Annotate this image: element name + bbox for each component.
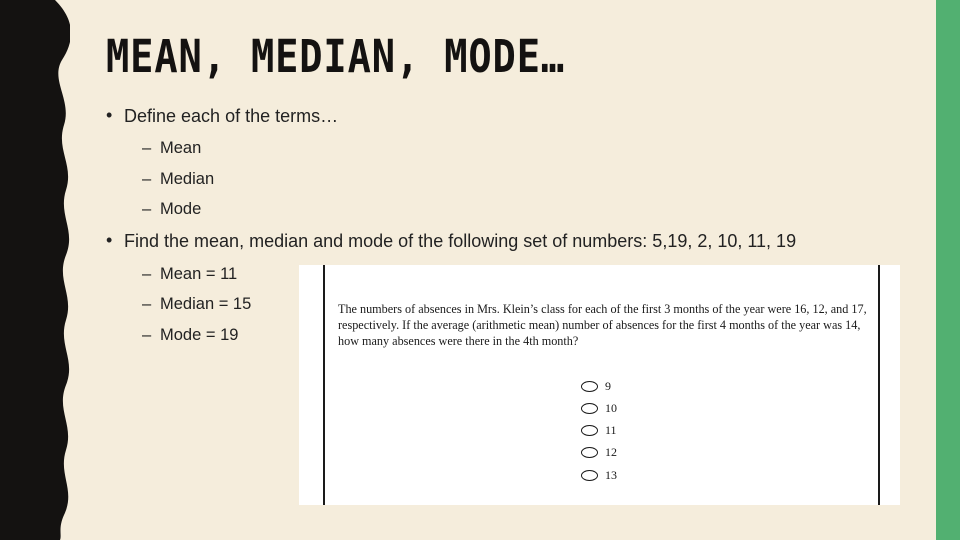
slide-title: MEAN, MEDIAN, MODE… [106, 30, 566, 83]
bullet-dot: • [106, 105, 113, 125]
sub-item-text: Mode [160, 200, 202, 218]
choice-label: 9 [605, 379, 611, 393]
bullet-find-values [106, 230, 797, 252]
radio-bubble-icon[interactable] [581, 381, 598, 392]
sub-item-text: Median = 15 [160, 295, 252, 313]
sub-item-mean-answer [142, 265, 238, 284]
sub-item-mean [142, 139, 202, 158]
choice-label: 12 [605, 445, 617, 459]
radio-bubble-icon[interactable] [581, 425, 598, 436]
right-rule-line [878, 265, 880, 505]
sub-item-median [142, 170, 215, 189]
dash-marker: – [142, 170, 152, 188]
dash-marker: – [142, 139, 152, 157]
dash-marker: – [142, 295, 152, 313]
right-accent-band [936, 0, 960, 540]
left-rule-line [323, 265, 325, 505]
question-image [299, 265, 900, 505]
dash-marker: – [142, 265, 152, 283]
dash-marker: – [142, 326, 152, 344]
dash-marker: – [142, 200, 152, 218]
sub-item-text: Median [160, 170, 215, 188]
sub-item-mode [142, 200, 202, 219]
sub-item-mode-answer [142, 326, 239, 345]
sub-item-text: Mean [160, 139, 202, 157]
bullet-dot: • [106, 230, 113, 250]
sub-item-text: Mode = 19 [160, 326, 239, 344]
choice-label: 10 [605, 401, 617, 415]
choice-label: 11 [605, 423, 617, 437]
bullet-text: Define each of the terms… [124, 106, 339, 126]
radio-bubble-icon[interactable] [581, 447, 598, 458]
bullet-define-terms [106, 105, 339, 127]
wavy-edge-decoration [0, 0, 75, 540]
question-text: The numbers of absences in Mrs. Klein’s class for each of the first 3 months of the year were 16, 12, and 17, respectively. If the average (arithmetic mean) number of absences for the first 4 months of the year was 14, how many absences were there in the 4th month? [338, 302, 867, 348]
left-decorative-band [0, 0, 70, 540]
sub-item-text: Mean = 11 [160, 265, 238, 283]
choice-label: 13 [605, 468, 617, 482]
bullet-text: Find the mean, median and mode of the following set of numbers: 5,19, 2, 10, 11, 19 [124, 231, 797, 251]
radio-bubble-icon[interactable] [581, 470, 598, 481]
radio-bubble-icon[interactable] [581, 403, 598, 414]
sub-item-median-answer [142, 295, 252, 314]
